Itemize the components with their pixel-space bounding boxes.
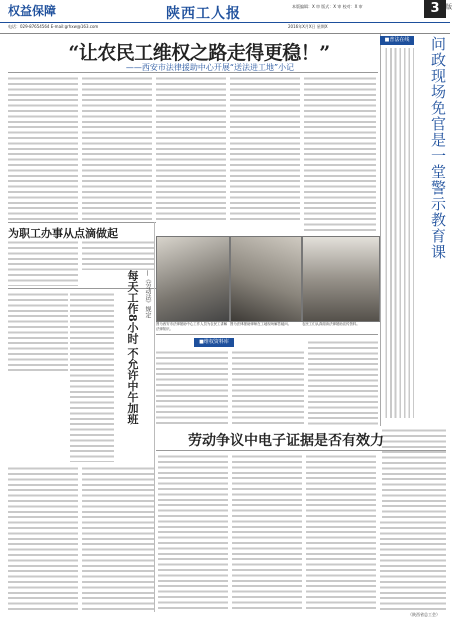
right-article-text bbox=[384, 48, 414, 418]
right-headline: 问政现场免官是一堂警示教育课 bbox=[429, 36, 447, 260]
bottom-col-2 bbox=[82, 466, 154, 612]
bottom-col-6 bbox=[380, 520, 446, 610]
newspaper-logo: 陕西工人报 bbox=[166, 6, 241, 22]
article-a-col-1 bbox=[8, 240, 78, 286]
vertical-headline: 每天工作8小时 不允许中午加班 bbox=[126, 270, 139, 425]
article-b-col-1 bbox=[8, 292, 68, 372]
photo-workers bbox=[156, 236, 230, 322]
photo-caption: 农民工们认真阅读法律援助宣传资料。 bbox=[302, 322, 360, 326]
column-divider bbox=[154, 222, 155, 612]
bottom-col-4 bbox=[232, 454, 302, 612]
bottom-col-5 bbox=[306, 454, 376, 612]
section-label: 权益保障 bbox=[8, 4, 57, 18]
photo-lawyer bbox=[230, 236, 302, 322]
edition-meta: 本版编辑：X 审 版式：X 审 校对：X 审 bbox=[292, 4, 363, 9]
article-headline: 为职工办事从点滴做起 bbox=[8, 227, 118, 240]
main-headline: “让农民工维权之路走得更稳！” bbox=[68, 42, 330, 64]
section-tag: ■维权资料库 bbox=[194, 338, 234, 347]
article-a-col-2 bbox=[82, 240, 154, 270]
footer-credit: （陕西省总工会） bbox=[408, 612, 440, 617]
middle-col-1 bbox=[156, 350, 228, 426]
bottom-col-3 bbox=[158, 454, 228, 612]
divider bbox=[156, 450, 446, 451]
divider bbox=[8, 222, 156, 223]
bottom-headline: 劳动争议中电子证据是否有效力 bbox=[188, 433, 384, 449]
sub-headline: ——西安市法律援助中心开展“送法进工地”小记 bbox=[125, 63, 295, 72]
middle-col-2 bbox=[232, 350, 304, 426]
main-article-col-1 bbox=[8, 76, 78, 222]
main-article-col-2 bbox=[82, 76, 152, 222]
divider bbox=[8, 72, 378, 73]
bottom-col-1 bbox=[8, 466, 78, 612]
divider bbox=[156, 334, 378, 335]
middle-col-3 bbox=[308, 340, 378, 426]
vertical-subhead: —《劳动法》规定 bbox=[144, 270, 151, 318]
photo-caption: 图为西安市法律援助中心工作人员为农民工讲解法律知识。 bbox=[156, 322, 228, 331]
page-number-suffix: 版 bbox=[446, 4, 452, 11]
right-lower-text bbox=[382, 428, 446, 518]
photo-reading bbox=[302, 236, 380, 322]
issue-date: 2016年X月X日 星期X bbox=[288, 24, 328, 29]
main-article-col-3 bbox=[156, 76, 226, 222]
article-b-col-2 bbox=[70, 292, 114, 462]
main-article-col-5 bbox=[304, 76, 376, 232]
editor-contact: 电话：029-87654564 E-mail:grhxw@163.com bbox=[8, 24, 99, 29]
photo-caption: 图为法律援助律师在工地现场解答疑问。 bbox=[230, 322, 292, 326]
section-tag: ■普法在线 bbox=[380, 36, 414, 45]
main-article-col-4 bbox=[230, 76, 300, 222]
page-number: 3 bbox=[424, 0, 446, 18]
